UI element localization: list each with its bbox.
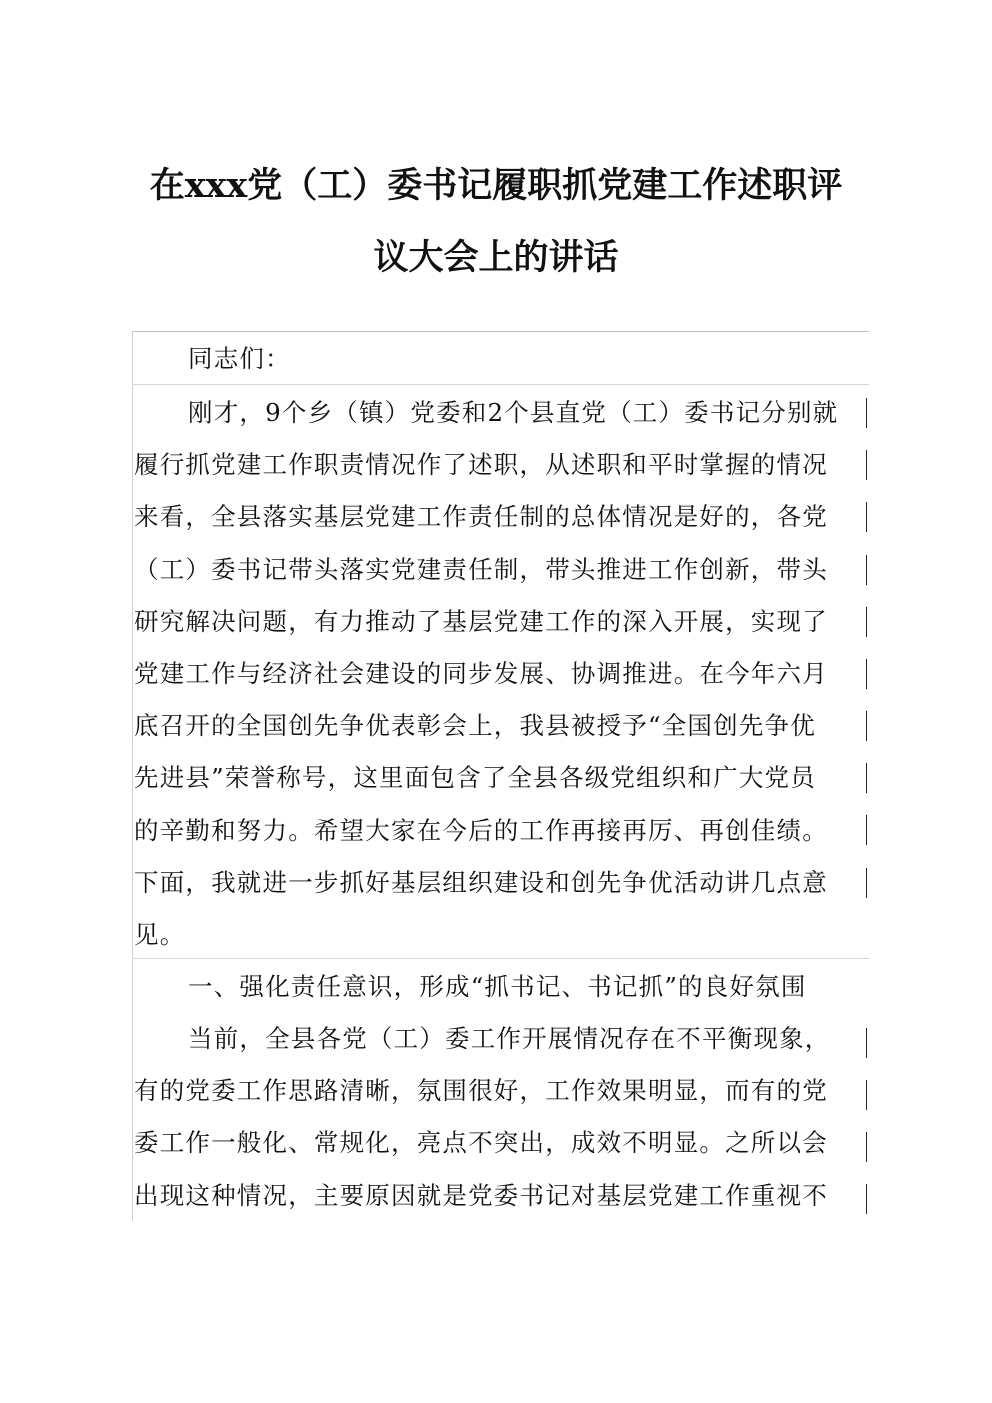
paragraph-1 bbox=[134, 387, 866, 961]
paragraph-line: 有的党委工作思路清晰，氛围很好，工作效果明显，而有的党 bbox=[134, 1076, 828, 1106]
salutation bbox=[134, 333, 866, 385]
paragraph-line: 研究解决问题，有力推动了基层党建工作的深入开展，实现了 bbox=[134, 606, 828, 636]
paragraph-2 bbox=[134, 1013, 866, 1222]
line-end-marker bbox=[866, 450, 867, 480]
line-end-marker bbox=[866, 763, 867, 793]
line-end-marker bbox=[866, 659, 867, 689]
paragraph-line: 委工作一般化、常规化，亮点不突出，成效不明显。之所以会 bbox=[134, 1128, 828, 1158]
line-end-marker bbox=[866, 1028, 867, 1058]
top-divider bbox=[132, 331, 869, 332]
paragraph-divider bbox=[132, 384, 869, 385]
paragraph-line: 先进县”荣誉称号，这里面包含了全县各级党组织和广大党员 bbox=[134, 763, 816, 793]
paragraph-line: 刚才，9个乡（镇）党委和2个县直党（工）委书记分别就 bbox=[188, 398, 839, 427]
document-title bbox=[120, 150, 872, 294]
paragraph-line: （工）委书记带头落实党建责任制，带头推进工作创新，带头 bbox=[134, 554, 828, 584]
paragraph-line: 出现这种情况，主要原因就是党委书记对基层党建工作重视不 bbox=[134, 1180, 828, 1210]
line-end-marker bbox=[866, 398, 867, 428]
line-end-marker bbox=[866, 1184, 867, 1214]
section-heading-text: 一、强化责任意识，形成“抓书记、书记抓”的良好氛围 bbox=[188, 972, 807, 1001]
paragraph-line: 来看，全县落实基层党建工作责任制的总体情况是好的，各党 bbox=[134, 502, 828, 532]
section-heading-1 bbox=[134, 961, 866, 1013]
salutation-text: 同志们： bbox=[188, 344, 291, 373]
paragraph-line: 当前，全县各党（工）委工作开展情况存在不平衡现象， bbox=[188, 1024, 831, 1053]
line-end-marker bbox=[866, 1132, 867, 1162]
paragraph-line: 党建工作与经济社会建设的同步发展、协调推进。在今年六月 bbox=[134, 658, 828, 688]
paragraph-line: 履行抓党建工作职责情况作了述职，从述职和平时掌握的情况 bbox=[134, 450, 828, 480]
line-end-marker bbox=[866, 815, 867, 845]
paragraph-line: 见。 bbox=[134, 919, 186, 949]
line-end-marker bbox=[866, 1080, 867, 1110]
title-line-1: 在xxx党（工）委书记履职抓党建工作述职评 bbox=[149, 165, 843, 206]
paragraph-line: 下面，我就进一步抓好基层组织建设和创先争优活动讲几点意 bbox=[134, 867, 828, 897]
line-end-marker bbox=[866, 555, 867, 585]
line-end-marker bbox=[866, 711, 867, 741]
line-end-marker bbox=[866, 868, 867, 898]
title-line-2: 议大会上的讲话 bbox=[373, 237, 619, 278]
line-end-marker bbox=[866, 607, 867, 637]
paragraph-line: 底召开的全国创先争优表彰会上，我县被授予“全国创先争优 bbox=[134, 711, 816, 741]
paragraph-divider bbox=[132, 958, 869, 959]
line-end-marker bbox=[866, 502, 867, 532]
paragraph-line: 的辛勤和努力。希望大家在今后的工作再接再厉、再创佳绩。 bbox=[134, 815, 828, 845]
left-margin-line bbox=[132, 331, 133, 1221]
body-frame bbox=[132, 331, 869, 1221]
